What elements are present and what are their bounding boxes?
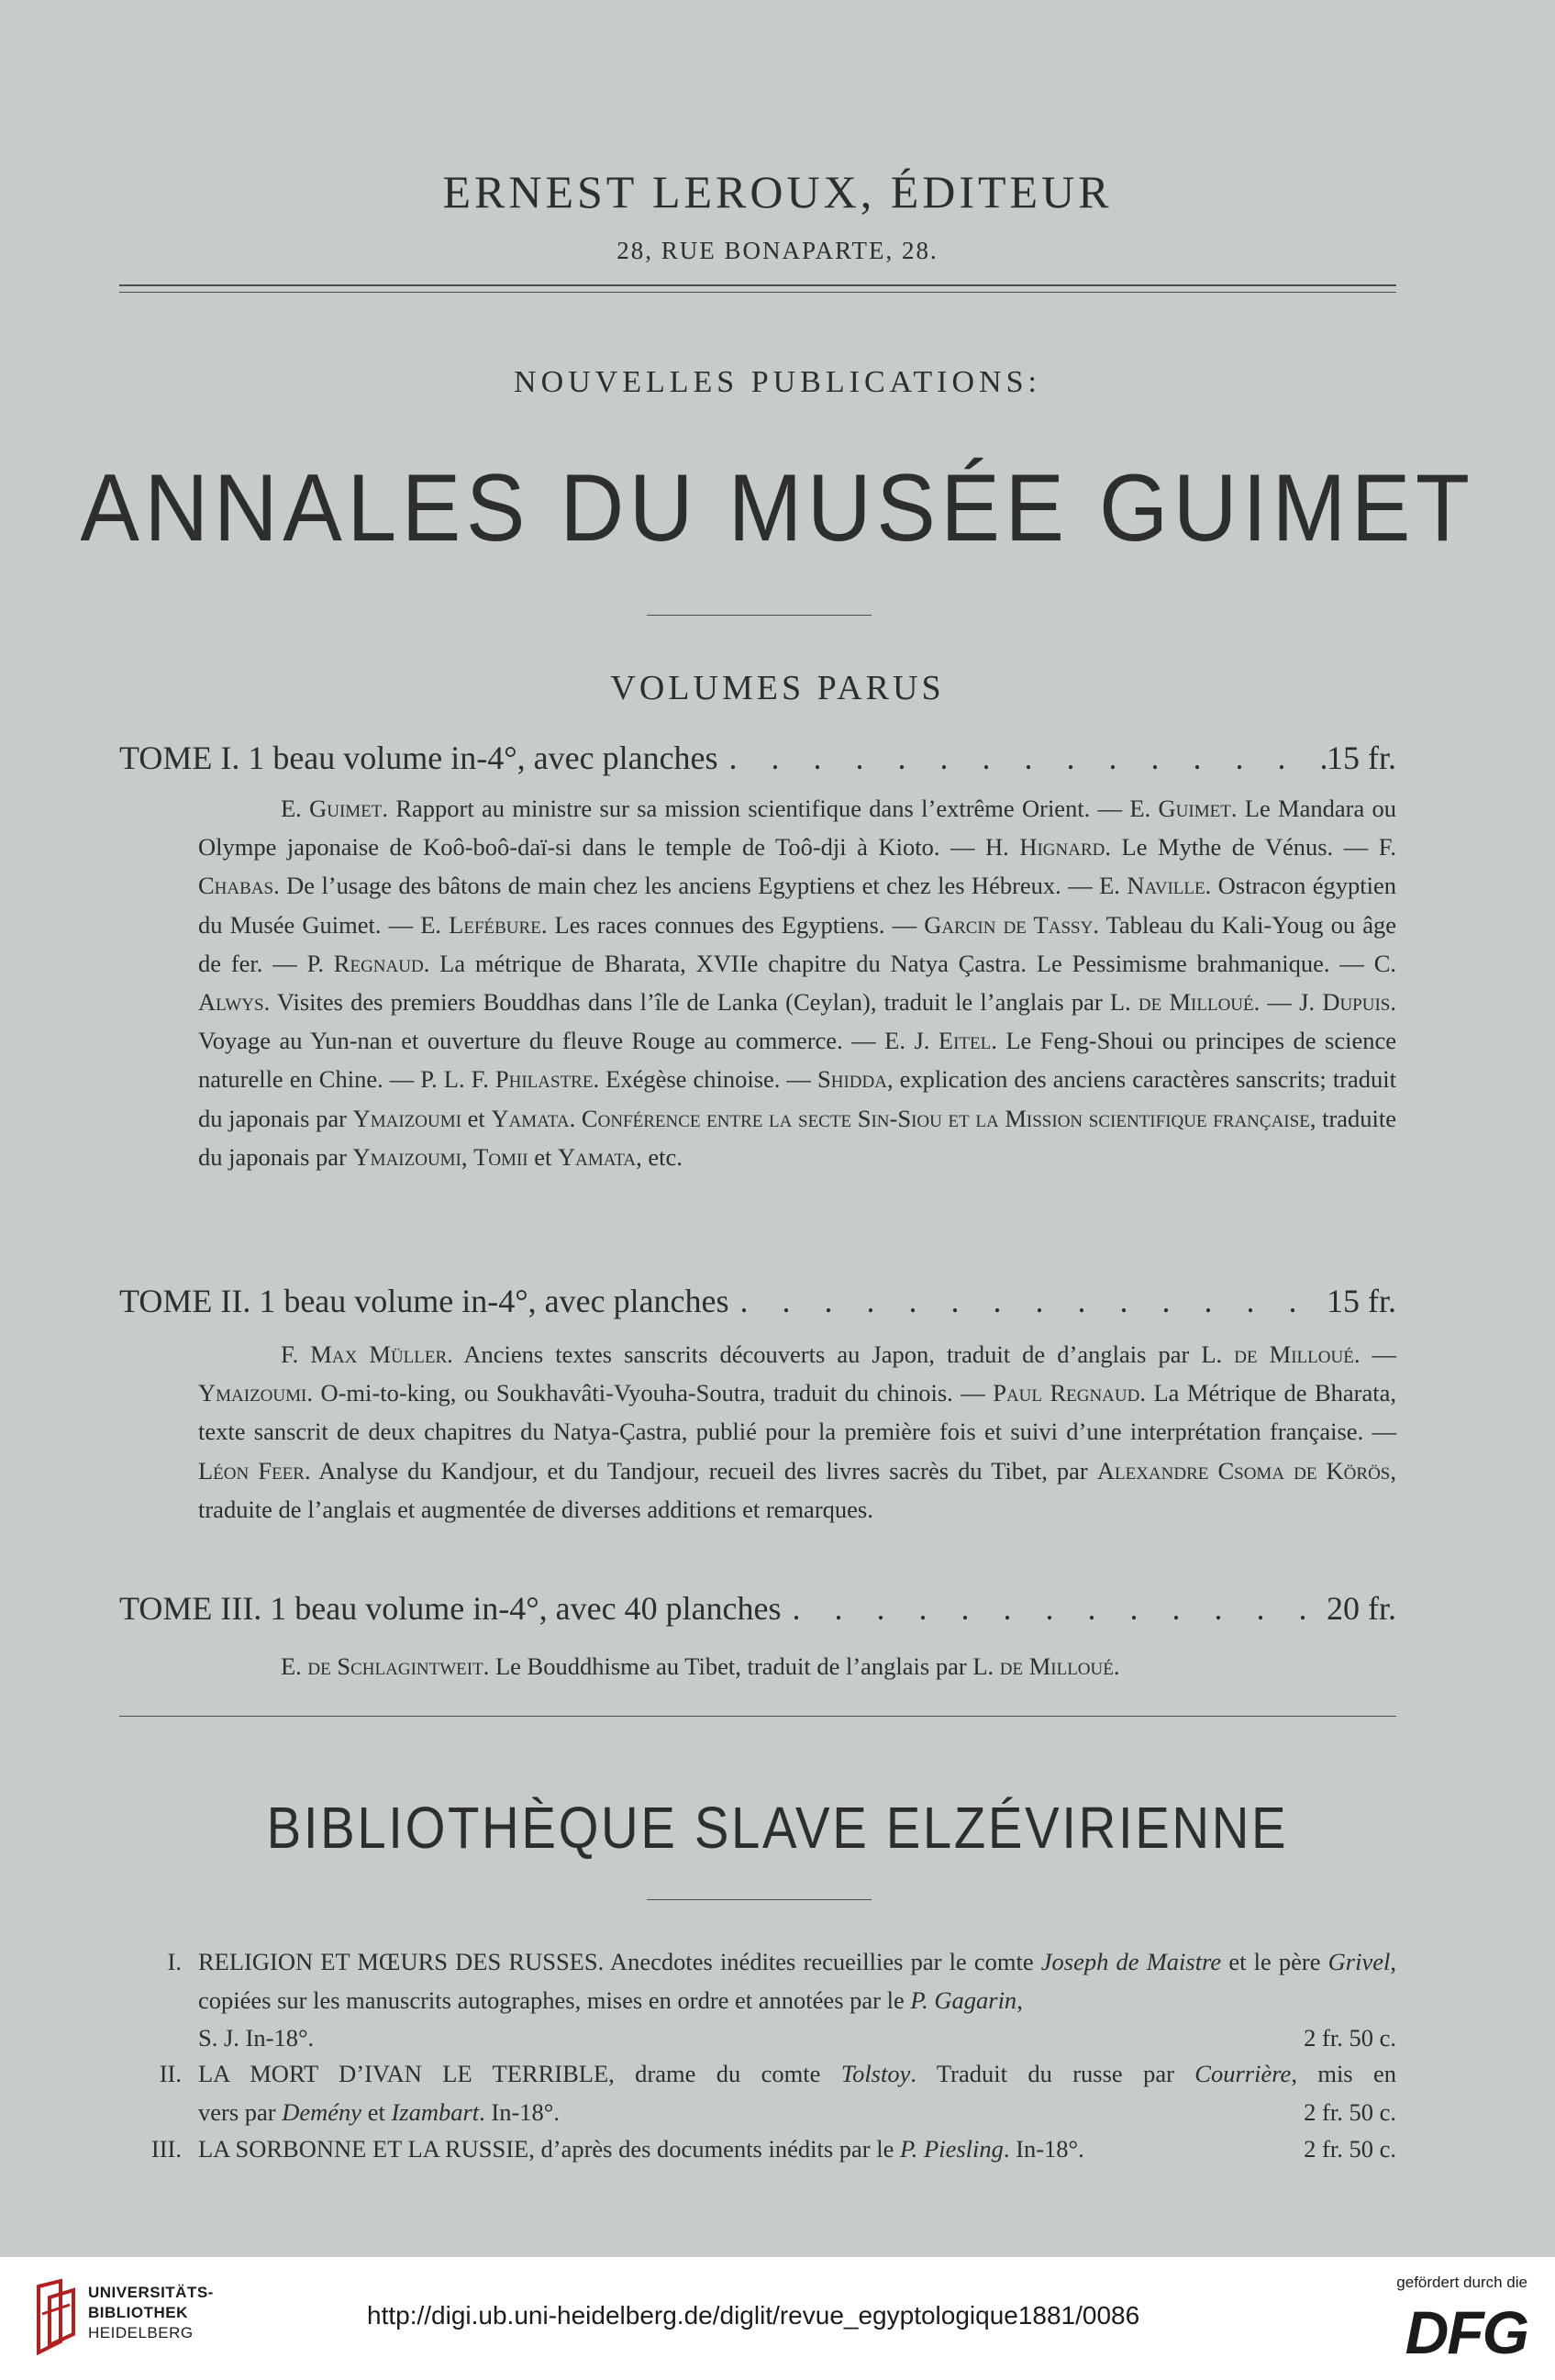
entry-text: . Le Bouddhisme au Tibet, traduit de l’anglais par xyxy=(483,1652,973,1680)
biblio-item-1-last-line: S. J. In-18°. xyxy=(198,2024,315,2052)
header-rule-bottom xyxy=(119,292,1396,293)
tome-1-price: 15 fr. xyxy=(1327,740,1396,776)
author-name: L. de Milloué xyxy=(1109,988,1254,1017)
author-name: E. Naville xyxy=(1099,872,1205,900)
entry-text: . Analyse du Kandjour, et du Tandjour, recueil des livres sacrès du Tibet, par xyxy=(304,1456,1097,1485)
entry-text: . Voyage au Yun-nan et ouverture du fleuve Rouge au commerce. — xyxy=(198,988,1396,1055)
author-name: Alexandre Csoma de Körös xyxy=(1096,1456,1391,1485)
entry-text: . Tableau du Kali-Youg ou âge de fer. — xyxy=(198,910,1397,977)
tome-1-label: TOME I. 1 beau volume in-4°, avec planches xyxy=(119,740,718,776)
biblio-item-2-text: LA MORT D’IVAN LE TERRIBLE, drame du comte Tolstoy. Traduit du russe par Courrière, mis en xyxy=(198,2060,1397,2087)
tome-3-contents xyxy=(198,1647,1396,1685)
author-name: Ymaizoumi xyxy=(352,1142,461,1171)
entry-text: . Les races connues des Egyptiens. — xyxy=(540,910,925,939)
author-name: Conférence entre la secte Sin-Siou et la Mission scientifique française xyxy=(581,1104,1310,1132)
funding-caption: gefördert durch die xyxy=(1396,2274,1527,2291)
entry-text: . xyxy=(1113,1652,1120,1680)
section-rule xyxy=(119,1716,1396,1717)
author-name: Léon Feer xyxy=(198,1456,305,1485)
tome-3-price: 20 fr. xyxy=(1327,1590,1396,1627)
tome-3-label: TOME III. 1 beau volume in-4°, avec 40 planches xyxy=(119,1590,782,1627)
entry-text: , etc. xyxy=(636,1142,683,1171)
header-rule-top xyxy=(119,284,1396,286)
author-name: L. de Milloué xyxy=(1201,1340,1354,1368)
title-divider xyxy=(647,615,872,616)
entry-text: . La Métrique de Bharata, texte sanscrit de deux chapitres du Natya-Çastra, publié pour la première fois et suivi d’une interprétation française. — xyxy=(198,1379,1396,1446)
entry-text: . Le Feng-Shoui ou principes de science naturelle en Chine. — xyxy=(198,1027,1397,1094)
entry-text: . — xyxy=(1353,1340,1397,1368)
entry-text: . Rapport au ministre sur sa mission scientifique dans l’extrême Orient. — xyxy=(382,795,1130,822)
university-library-name xyxy=(88,2283,214,2343)
biblio-item-3-text: LA SORBONNE ET LA RUSSIE, d’après des documents inédits par le P. Piesling. In-18°. xyxy=(198,2135,1084,2163)
biblio-divider xyxy=(647,1899,872,1900)
author-name: E. de Schlagintweit xyxy=(281,1652,483,1680)
author-name: Tomii xyxy=(473,1142,528,1171)
biblio-item-3-price: 2 fr. 50 c. xyxy=(1304,2135,1396,2163)
author-name: P. Regnaud xyxy=(306,949,424,977)
entry-text: . Ostracon égyptien du Musée Guimet. — xyxy=(198,872,1396,939)
tome-3-line xyxy=(119,1589,1396,1628)
entry-text: . Anciens textes sanscrits découverts au Japon, traduit de d’anglais par xyxy=(447,1340,1202,1368)
entry-text: et xyxy=(528,1142,558,1171)
author-name: F. Chabas xyxy=(198,833,1396,900)
university-library-logo-icon xyxy=(33,2277,81,2360)
dot-leader xyxy=(718,739,1327,777)
entry-text: . Visites des premiers Bouddhas dans l’île de Lanka (Ceylan), traduit le l’anglais par xyxy=(263,988,1110,1017)
entry-text: , traduite de l’anglais et augmentée de diverses additions et remarques. xyxy=(198,1456,1396,1523)
entry-text: . Exégèse chinoise. — xyxy=(593,1065,817,1094)
biblio-item-2-price: 2 fr. 50 c. xyxy=(1304,2097,1396,2126)
entry-text: , explication des anciens caractères sanscrits; traduit du japonais par xyxy=(198,1065,1397,1132)
biblio-item-2-number: II. xyxy=(159,2060,182,2087)
permalink-url[interactable]: http://digi.ub.uni-heidelberg.de/diglit/revue_egyptologique1881/0086 xyxy=(367,2301,1140,2330)
author-name: Shidda xyxy=(816,1065,887,1094)
entry-text: . La métrique de Bharata, XVIIe chapitre du Natya Çastra. Le Pessimisme brahmanique. — xyxy=(423,949,1374,977)
dot-leader xyxy=(782,1589,1327,1628)
footer-bar xyxy=(0,2257,1555,2380)
entry-text: . Le Mandara ou Olympe japonaise de Koô-boô-daï-si dans le temple de Toô-dji à Kioto. — xyxy=(198,795,1397,862)
entry-text: . O-mi-to-king, ou Soukhavâti-Vyouha-Soutra, traduit du chinois. — xyxy=(306,1379,994,1407)
bibliotheque-title: BIBLIOTHÈQUE SLAVE ELZÉVIRIENNE xyxy=(266,1795,1289,1861)
biblio-item-1-number: I. xyxy=(167,1948,182,1975)
tome-2-contents xyxy=(198,1335,1396,1529)
entry-text: . Le Mythe de Vénus. — xyxy=(1105,833,1379,862)
entry-text: . xyxy=(569,1104,582,1132)
library-line-3: HEIDELBERG xyxy=(88,2324,194,2341)
tome-1-line xyxy=(119,739,1396,777)
tome-1-contents xyxy=(198,789,1396,1176)
library-line-1: UNIVERSITÄTS- xyxy=(88,2284,214,2301)
entry-text: . — xyxy=(1253,988,1300,1017)
biblio-item-2-last-line: vers par Demény et Izambart. In-18°. xyxy=(198,2097,561,2126)
dfg-logo: DFG xyxy=(1405,2298,1527,2366)
author-name: Yamata xyxy=(557,1142,637,1171)
annales-title: ANNALES DU MUSÉE GUIMET xyxy=(80,455,1475,562)
author-name: Ymaizoumi xyxy=(198,1379,307,1407)
tome-2-label: TOME II. 1 beau volume in-4°, avec planches xyxy=(119,1283,729,1319)
author-name: Garcin de Tassy xyxy=(924,910,1094,939)
biblio-item-1-price: 2 fr. 50 c. xyxy=(1304,2024,1396,2052)
author-name: E. J. Eitel xyxy=(884,1027,992,1055)
volumes-subtitle: VOLUMES PARUS xyxy=(610,669,945,707)
publisher-address: 28, RUE BONAPARTE, 28. xyxy=(616,237,939,264)
tome-2-line xyxy=(119,1282,1396,1320)
entry-text: , traduite du japonais par xyxy=(198,1104,1397,1171)
author-name: E. Guimet xyxy=(281,795,383,822)
author-name: E. Guimet xyxy=(1129,795,1231,822)
dot-leader xyxy=(729,1282,1327,1320)
author-name: J. Dupuis xyxy=(1299,988,1391,1017)
publisher-name: ERNEST LEROUX, ÉDITEUR xyxy=(442,166,1113,217)
library-line-2: BIBLIOTHEK xyxy=(88,2304,188,2321)
author-name: E. Lefébure xyxy=(420,910,541,939)
author-name: Paul Regnaud xyxy=(993,1379,1140,1407)
author-name: Ymaizoumi xyxy=(352,1104,461,1132)
section-kicker: NOUVELLES PUBLICATIONS: xyxy=(514,365,1041,399)
author-name: C. Alwys xyxy=(198,949,1396,1017)
biblio-item-1-text: RELIGION ET MŒURS DES RUSSES. Anecdotes inédites recueillies par le comte Joseph de Maistre et le père Grivel, copiées sur les manuscrits autographes, mises en ordre et annotées par le P. Gagarin, xyxy=(198,1948,1396,2014)
author-name: L. de Milloué xyxy=(972,1652,1114,1680)
author-name: Yamata xyxy=(491,1104,570,1132)
entry-text: , xyxy=(461,1142,474,1171)
author-name: P. L. F. Philastre xyxy=(420,1065,594,1094)
author-name: F. Max Müller xyxy=(281,1340,448,1368)
entry-text: et xyxy=(461,1104,492,1132)
biblio-item-3-number: III. xyxy=(150,2135,182,2163)
tome-2-price: 15 fr. xyxy=(1327,1283,1396,1319)
entry-text: . De l’usage des bâtons de main chez les anciens Egyptiens et chez les Hébreux. — xyxy=(273,872,1100,900)
author-name: H. Hignard xyxy=(985,833,1105,862)
